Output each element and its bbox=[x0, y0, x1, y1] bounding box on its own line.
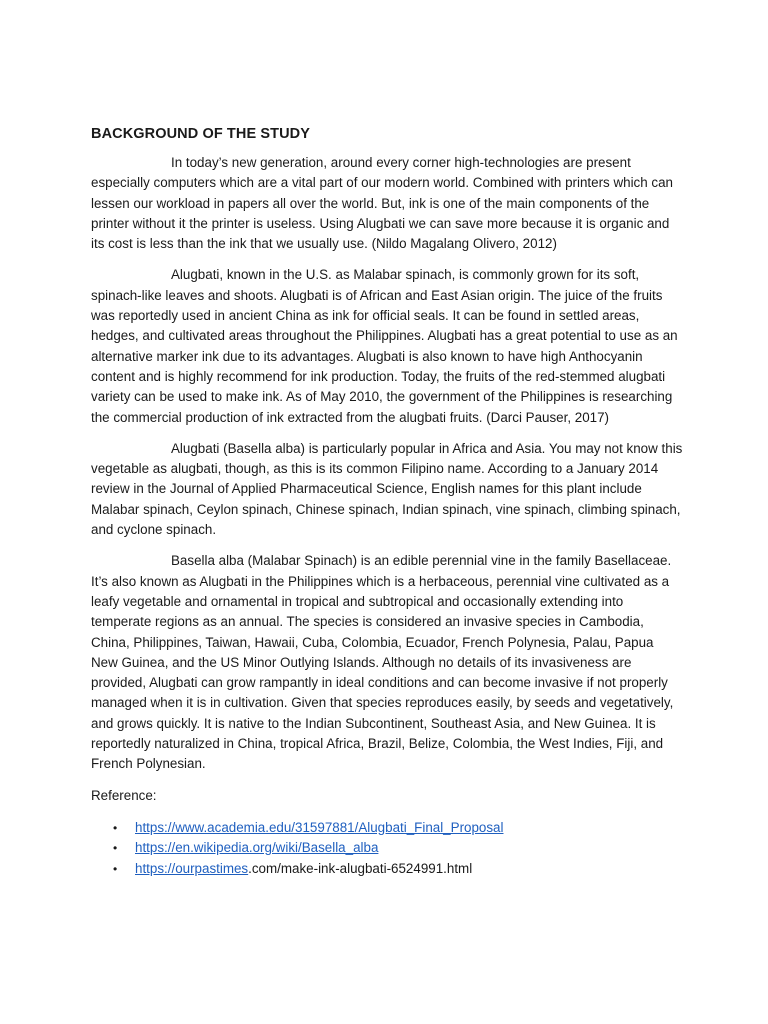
document-page bbox=[91, 124, 683, 879]
page-title: BACKGROUND OF THE STUDY bbox=[91, 126, 310, 142]
reference-item bbox=[111, 818, 683, 839]
paragraph-3: Alugbati (Basella alba) is particularly popular in Africa and Asia. You may not know this vegetable as alugbati, though, as this is its common Filipino name. According to a January 2014 review in the Journal of Applied Pharmaceutical Science, English names for this plant include Malabar spinach, Ceylon spinach, Chinese spinach, Indian spinach, vine spinach, climbing spinach, and cyclone spinach. bbox=[91, 440, 683, 538]
reference-heading: Reference: bbox=[91, 787, 157, 803]
paragraph-4: Basella alba (Malabar Spinach) is an edible perennial vine in the family Basellaceae. It’s also known as Alugbati in the Philippines which is a herbaceous, perennial vine cultivated as a leafy vegetable and ornamental in tropical and subtropical and occasionally extending into temperate regions as an annual. The species is considered an invasive species in Cambodia, China, Philippines, Taiwan, Hawaii, Cuba, Colombia, Ecuador, French Polynesia, Palau, Papua New Guinea, and the US Minor Outlying Islands. Although no details of its invasiveness are provided, Alugbati can grow rampantly in ideal conditions and can become invasive if not properly managed when it is in cultivation. Given that species reproduces easily, by seeds and vegetatively, and grows quickly. It is native to the Indian Subcontinent, Southeast Asia, and New Guinea. It is reportedly naturalized in China, tropical Africa, Brazil, Belize, Colombia, the West Indies, Fiji, and French Polynesian. bbox=[91, 553, 674, 772]
bullet-icon: • bbox=[113, 861, 118, 876]
bullet-icon: • bbox=[113, 820, 118, 835]
reference-link-suffix: .com/make-ink-alugbati-6524991.html bbox=[248, 860, 473, 876]
reference-link-academia[interactable]: https://www.academia.edu/31597881/Alugbati_Final_Proposal bbox=[135, 819, 504, 835]
paragraph-1: In today’s new generation, around every corner high-technologies are present especially computers which are a vital part of our modern world. Combined with printers which can lessen our workload in papers all over the world. But, ink is one of the main components of the printer without it the printer is useless. Using Alugbati we can save more because it is organic and its cost is less than the ink that we usually use. (Nildo Magalang Olivero, 2012) bbox=[91, 155, 674, 252]
reference-item bbox=[111, 859, 683, 880]
paragraph-2: Alugbati, known in the U.S. as Malabar spinach, is commonly grown for its soft, spinach-like leaves and shoots. Alugbati is of African and East Asian origin. The juice of the fruits was reportedly used in ancient China as ink for official seals. It can be found in settled areas, hedges, and cultivated areas throughout the Philippines. Alugbati has a great potential to use as an alternative marker ink due to its advantages. Alugbati is also known to have high Anthocyanin content and is highly recommend for ink production. Today, the fruits of the red-stemmed alugbati variety can be used to make ink. As of May 2010, the government of the Philippines is researching the commercial production of ink extracted from the alugbati fruits. (Darci Pauser, 2017) bbox=[91, 267, 678, 425]
reference-list bbox=[91, 818, 683, 880]
reference-item bbox=[111, 838, 683, 859]
reference-link-ourpastimes[interactable]: https://ourpastimes bbox=[135, 860, 249, 876]
reference-link-wikipedia[interactable]: https://en.wikipedia.org/wiki/Basella_alba bbox=[135, 840, 379, 856]
bullet-icon: • bbox=[113, 841, 118, 856]
